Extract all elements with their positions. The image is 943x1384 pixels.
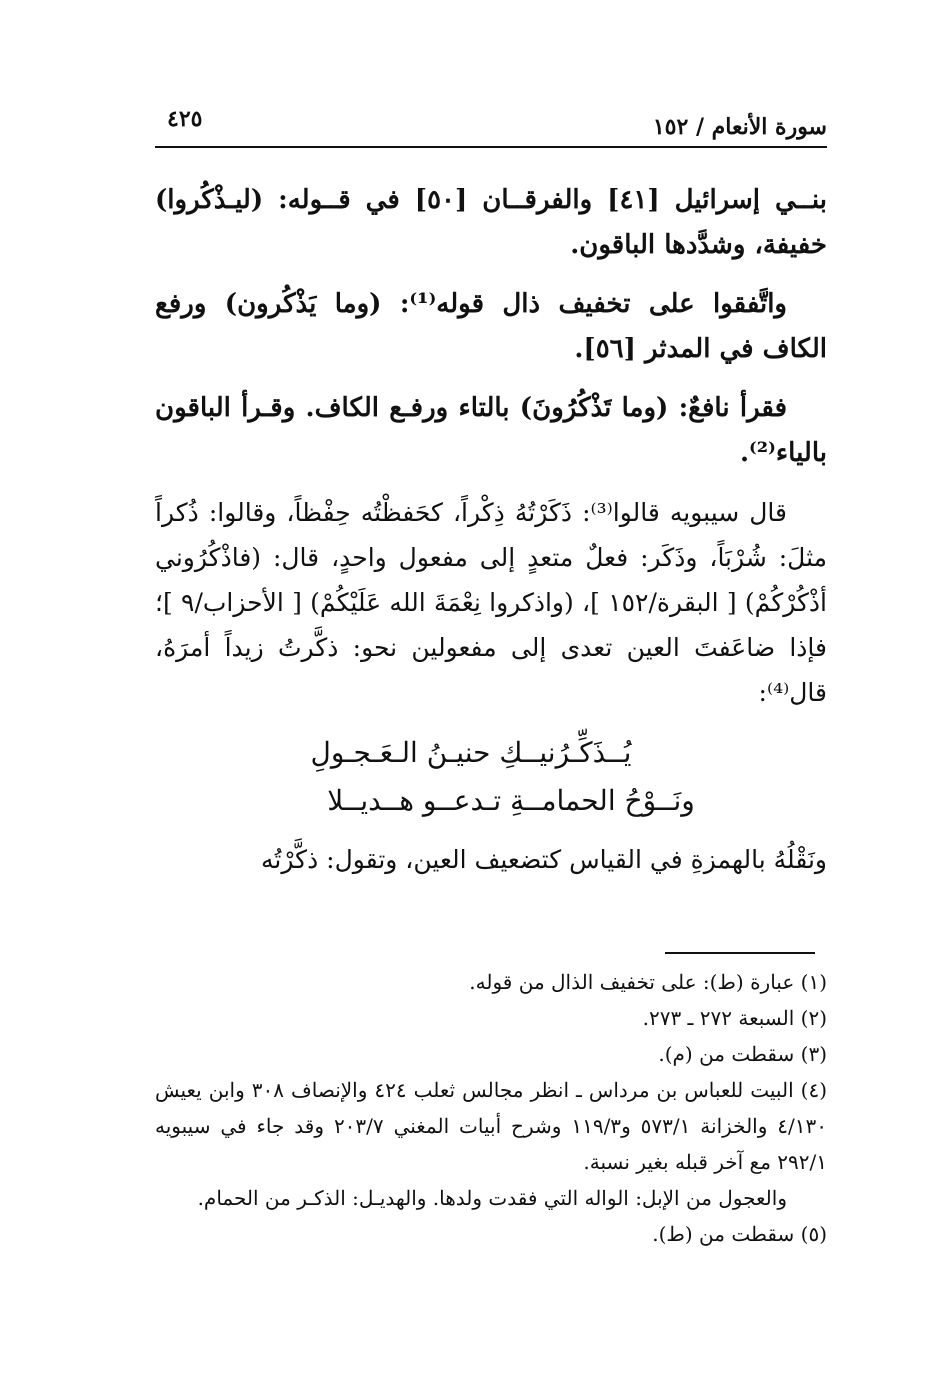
paragraph-4: قال سيبويه قالوا⁽³⁾: ذَكَرْتُهُ ذِكْراً، كحَفظْتُه حِفْظاً، وقالوا: ذُكراً مثلَ: شُرْبَاً، وذَكَر: فعلٌ متعدٍ إلى مفعول واحدٍ، قال: (فاذْكُرُوني أذْكُرْكُمْ) [ البقرة/١٥٢ ]، (واذكروا نِعْمَةَ الله عَلَيْكُمْ) [ الأحزاب/٩ ]؛ فإذا ضاعَفتَ العين تعدى إلى مفعولين نحو: ذكَّرتُ زيداً أمرَهُ، قال⁽⁴⁾: — [155, 498, 827, 707]
paragraph-3: فقرأ نافعٌ: (وما تَذْكُرُونَ) بالتاء ورفـع الكاف. وقـرأ الباقون بالياء⁽²⁾. — [155, 393, 827, 468]
verse-line-2: ونَــوْحُ الحمامــةِ تـدعــو هــديــلا — [327, 784, 695, 817]
verse-line-1: يُــذَكِّـرُنيــكِ حنيـنُ الـعَـجـولِ — [310, 736, 632, 769]
page-header — [155, 100, 827, 148]
main-text — [155, 178, 827, 896]
footnote-4-continued: والعجول من الإبل: الواله التي فقدت ولدها. والهديـل: الذكـر من الحمام. — [197, 1186, 787, 1210]
footnote-4: (٤) البيت للعباس بن مرداس ـ انظر مجالس ثعلب ٤٢٤ والإنصاف ٣٠٨ وابن يعيش ٤/١٣٠ والخزانة ٥٧٣/١ و١١٩/٣ وشرح أبيات المغني ٢٠٣/٧ وقد جاء في سيبويه ٢٩٢/١ مع آخر قبله بغير نسبة. — [155, 1078, 828, 1174]
footnote-1: (١) عبارة (ط): على تخفيف الذال من قوله. — [469, 970, 827, 994]
page-number: ٤٢٥ — [167, 106, 203, 132]
paragraph-5: ونَقْلُهُ بالهمزةِ في القياس كتضعيف العين، وتقول: ذكَّرْتُه — [261, 845, 827, 874]
footnote-5: (٥) سقطت من (ط). — [652, 1222, 827, 1246]
paragraph-2: واتَّفقوا على تخفيف ذال قوله⁽¹⁾: (وما يَذْكُرون) ورفع الكاف في المدثر [٥٦]. — [155, 289, 827, 364]
footnote-divider — [665, 952, 815, 954]
poem-verse — [155, 729, 827, 825]
paragraph-1: بنــي إسرائيل [٤١] والفرقــان [٥٠] في قــوله: (ليـذْكُروا) خفيفة، وشدَّدها الباقون. — [155, 185, 827, 260]
footnote-2: (٢) السبعة ٢٧٢ ـ ٢٧٣. — [642, 1006, 827, 1030]
footnote-3: (٣) سقطت من (م). — [658, 1042, 827, 1066]
footnotes — [155, 964, 827, 1252]
running-head: سورة الأنعام / ١٥٢ — [652, 114, 827, 140]
